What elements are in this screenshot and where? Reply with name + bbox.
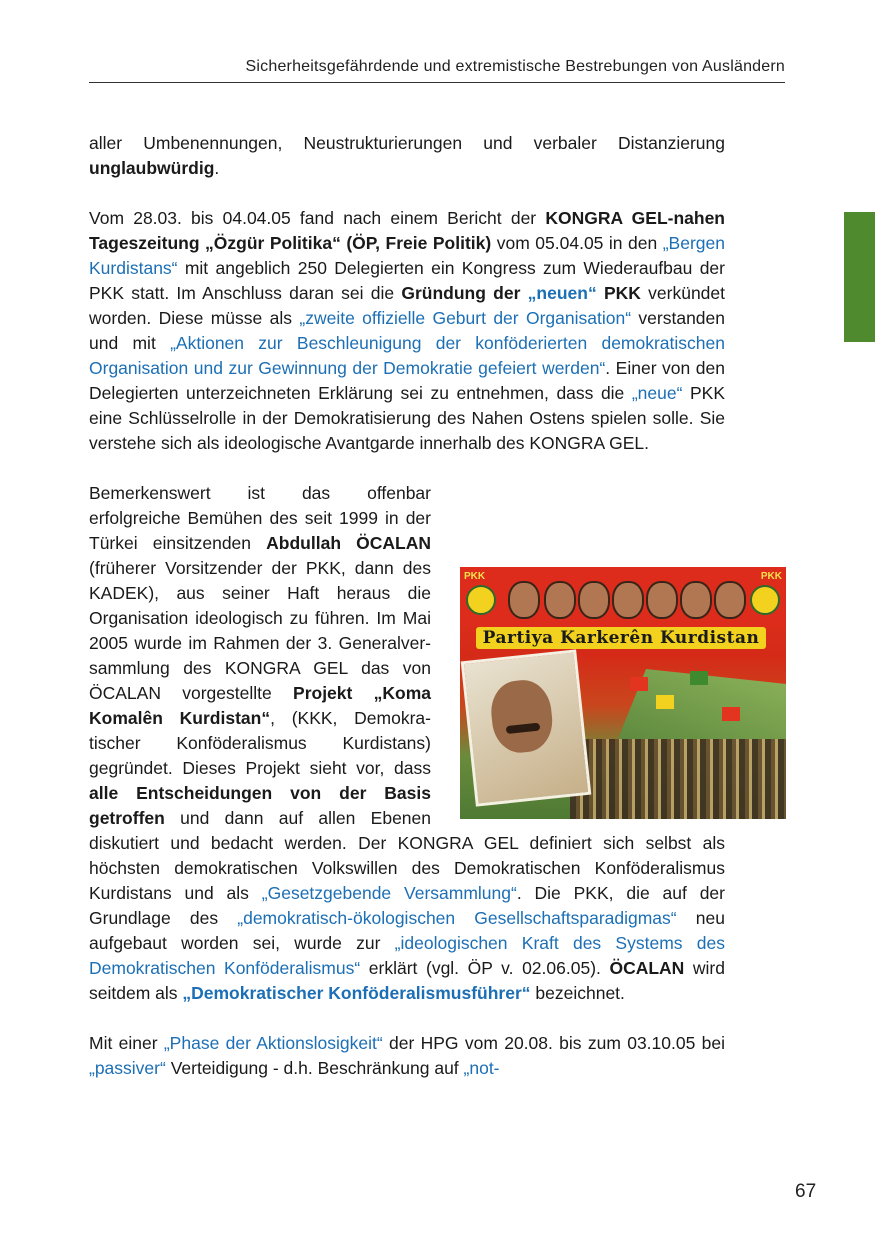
bold-run: ÖCALAN (609, 958, 685, 978)
quote-run: „not- (463, 1058, 500, 1078)
bold-run: PKK (596, 283, 641, 303)
text-run: aller Umbenennungen, Neustrukturierungen und verbaler Distanzierung (89, 133, 725, 153)
paragraph-1 (89, 131, 725, 181)
text-run: PKK eine Schlüsselrolle in der Demokratisierung des Nahen Ostens spielen solle. Sie verstehe sich als ideologische Avantgarde innerhalb des KONGRA GEL. (89, 383, 725, 453)
bold-quote-run: „neuen“ (527, 283, 597, 303)
quote-run: „neue“ (631, 383, 683, 403)
text-run: Vom 28.03. bis 04.04.05 fand nach einem Bericht der (89, 208, 546, 228)
text-run: Mit einer (89, 1033, 164, 1053)
text-run: erklärt (vgl. ÖP v. 02.06.05). (360, 958, 610, 978)
header-rule (89, 82, 785, 83)
pkk-logo-right: PKK (760, 571, 782, 582)
text-run: mit angeblich 250 Delegierten ein Kongress zum Wiederaufbau der PKK statt. Im Anschluss daran sei die (89, 258, 725, 303)
main-text (89, 131, 725, 481)
running-header: Sicherheitsgefährdende und extremistische Bestrebungen von Ausländern (245, 58, 785, 75)
bold-run: Abdullah ÖCALAN (266, 533, 431, 553)
text-run: . Die PKK, die auf der Grundlage des (89, 883, 725, 928)
quote-run: „ideologischen Kraft des Systems des Demokratischen Konföderalismus“ (89, 933, 725, 978)
photo-banner-text: Partiya Karkerên Kurdistan (476, 627, 766, 649)
text-run: vom 05.04.05 in den (491, 233, 663, 253)
bold-run: unglaubwürdig (89, 158, 215, 178)
text-run: . (214, 158, 220, 178)
bold-run: Projekt „Koma Komalên Kurdistan“ (89, 683, 431, 728)
quote-run: „zweite offizielle Geburt der Organisation“ (299, 308, 632, 328)
quote-run: „Gesetzgebende Versammlung“ (261, 883, 517, 903)
pkk-logo-left: PKK (464, 571, 486, 582)
bold-run: KONGRA GEL-nahen Tageszeitung „Özgür Politika“ (ÖP, Freie Politik) (89, 208, 725, 253)
text-run: (früherer Vorsitzender der PKK, dann des KADEK), aus seiner Haft heraus die Organisation ideologisch zu führen. Im Mai 2005 wurde im Rahmen der 3. Generalversammlung des KONGRA GEL das von ÖCALAN vorgestellte (89, 558, 431, 703)
text-run: verstanden und mit (89, 308, 725, 353)
text-run: und dann auf allen Ebenen diskutiert und bedacht werden. Der KONGRA GEL definiert sich selbst als höchsten demokratischen Volkswillen des Demokratischen Konföderalismus Kurdistans und als (89, 808, 725, 903)
text-run: der HPG vom 20.08. bis zum 03.10.05 bei (382, 1033, 725, 1053)
photo-spacer (445, 556, 725, 811)
quote-run: „Bergen Kurdistans“ (89, 233, 725, 278)
page-number: 67 (795, 1181, 817, 1202)
chapter-tab-marker (844, 212, 875, 342)
quote-run: „Phase der Aktionslosigkeit“ (163, 1033, 383, 1053)
paragraph-2 (89, 206, 725, 456)
text-run: Bemerkenswert ist das offenbar erfolgreiche Bemühen des seit 1999 in der Türkei einsitzenden (89, 483, 431, 553)
text-run: bezeichnet. (530, 983, 625, 1003)
paragraph-4 (89, 1031, 725, 1081)
quote-run: „passiver“ (89, 1058, 166, 1078)
text-run: verkündet worden. Diese müsse als (89, 283, 726, 328)
text-run: . Einer von den Delegierten unterzeichneten Erklärung sei zu entnehmen, dass die (89, 358, 725, 403)
text-run: wird seitdem als (89, 958, 725, 1003)
bold-run: Gründung der (401, 283, 528, 303)
bold-run: alle Entscheidungen von der Basis getroffen (89, 783, 431, 828)
text-run: Verteidigung - d.h. Beschränkung auf (165, 1058, 464, 1078)
bold-quote-run: „Demokratischer Konföderalismusführer“ (182, 983, 531, 1003)
text-run: neu aufgebaut worden sei, wurde zur (89, 908, 725, 953)
text-run: , (KKK, Demokratischer Konföderalismus Kurdistans) gegründet. Dieses Projekt sieht vor, dass (89, 708, 431, 778)
quote-run: „demokratisch-ökologischen Gesellschaftsparadigmas“ (237, 908, 677, 928)
quote-run: „Aktionen zur Beschleunigung der konföderierten demokratischen Organisation und zur Gewinnung der Demokratie gefeiert werden“ (89, 333, 725, 378)
wrapped-text (89, 481, 725, 1106)
emblem-right-icon (750, 585, 780, 615)
